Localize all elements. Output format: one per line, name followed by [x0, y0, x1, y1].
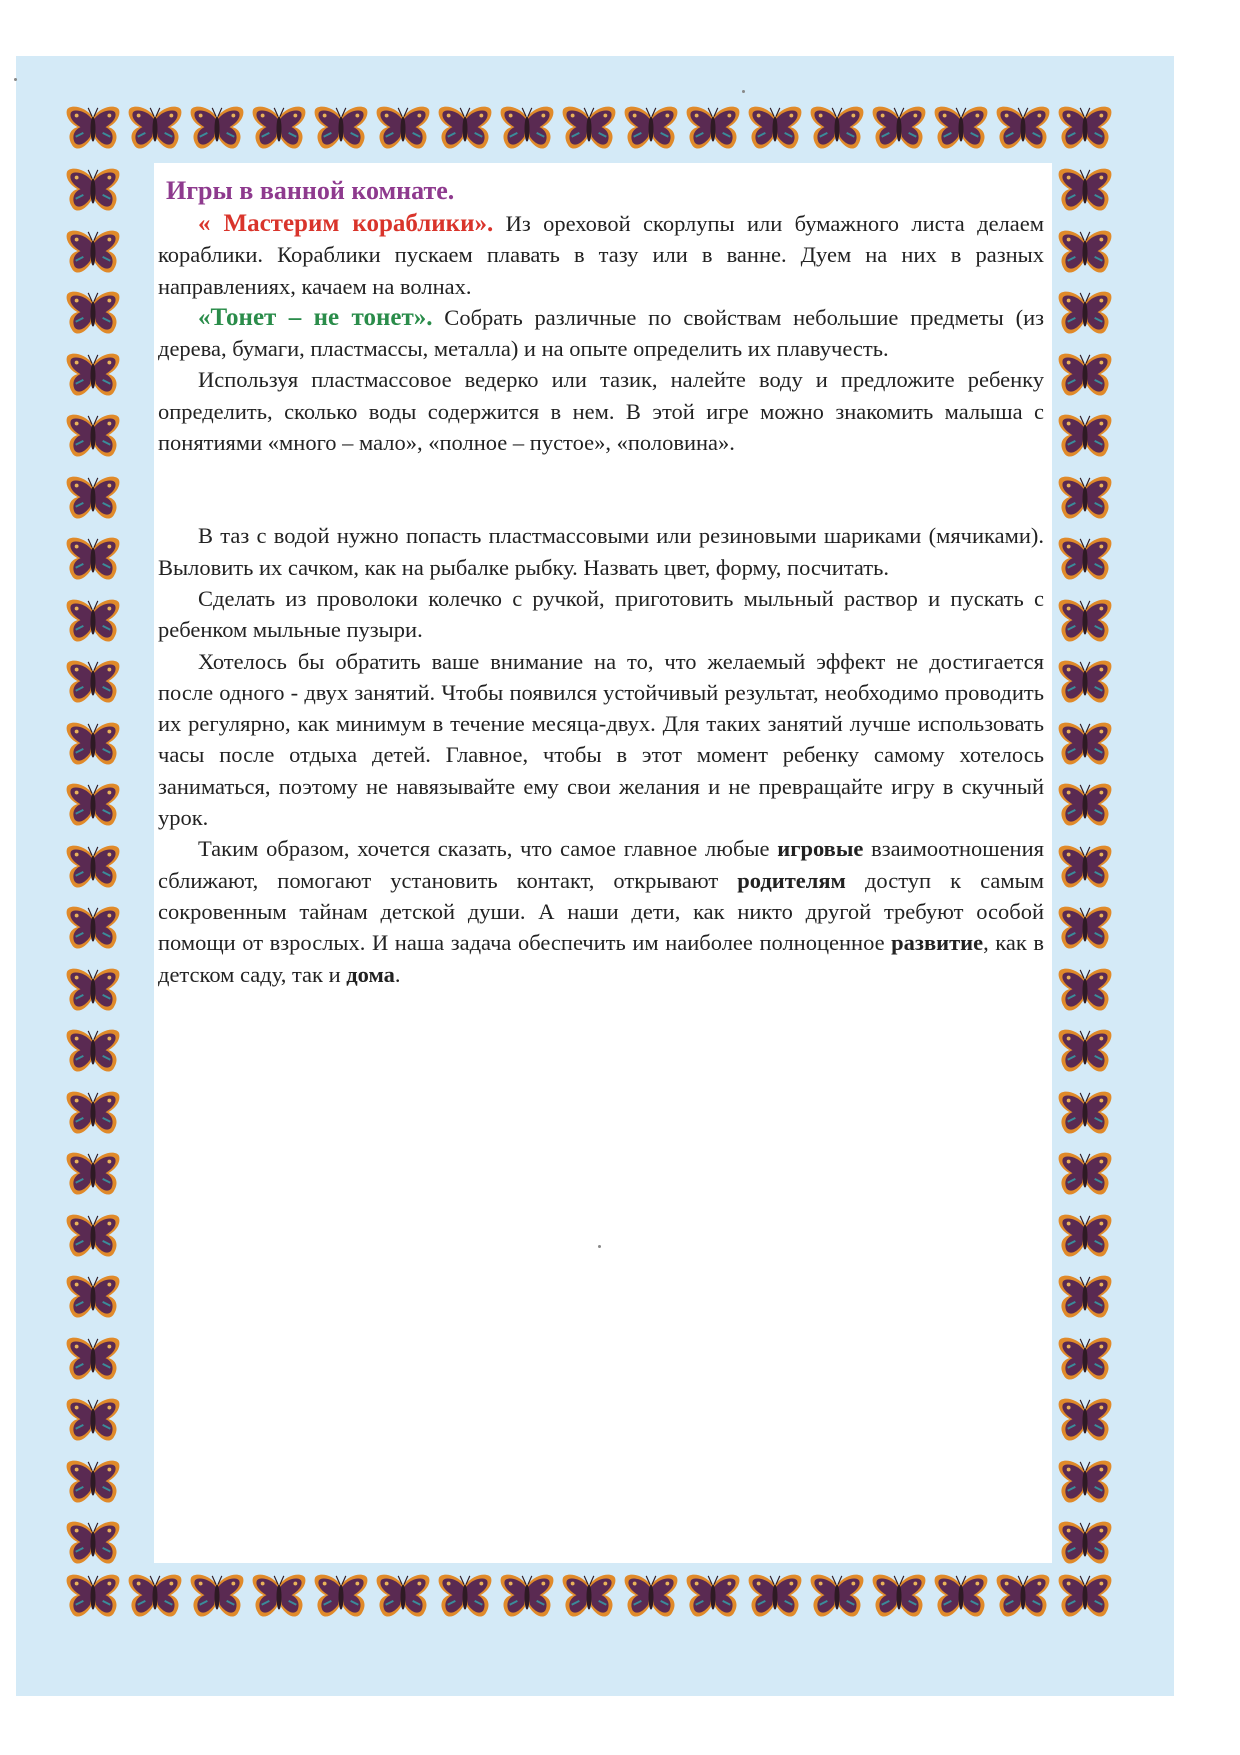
butterfly-icon — [126, 104, 184, 156]
butterfly-icon — [498, 1572, 556, 1624]
butterfly-icon — [64, 1273, 122, 1325]
butterfly-icon — [64, 1572, 122, 1624]
paragraph-sink — [158, 302, 1044, 365]
butterfly-icon — [1056, 412, 1114, 464]
conclusion-bold-3: развитие — [891, 930, 984, 956]
conclusion-text-4: , как в детском саду, так и — [158, 930, 1044, 987]
butterfly-icon — [560, 1572, 618, 1624]
butterfly-icon — [808, 104, 866, 156]
butterfly-icon — [64, 1027, 122, 1079]
butterfly-icon — [64, 658, 122, 710]
butterfly-icon — [1056, 1027, 1114, 1079]
butterfly-icon — [870, 104, 928, 156]
butterfly-icon — [1056, 535, 1114, 587]
butterfly-icon — [64, 597, 122, 649]
scan-speck — [14, 78, 17, 81]
conclusion-bold-4: дома — [346, 961, 395, 987]
butterfly-icon — [1056, 1212, 1114, 1264]
paragraph-sink-text: Собрать различные по свойствам небольшие предметы (из дерева, бумаги, пластмассы, металла) и на опыте определить их плавучесть. — [158, 304, 1044, 362]
scan-speck — [598, 1245, 601, 1248]
butterfly-icon — [808, 1572, 866, 1624]
butterfly-icon — [374, 1572, 432, 1624]
butterfly-icon — [64, 289, 122, 341]
butterfly-icon — [1056, 1458, 1114, 1510]
butterfly-icon — [64, 166, 122, 218]
butterfly-icon — [1056, 781, 1114, 833]
butterfly-icon — [1056, 104, 1114, 156]
butterfly-icon — [1056, 1396, 1114, 1448]
butterfly-icon — [64, 904, 122, 956]
paragraph-balls: В таз с водой нужно попасть пластмассовыми или резиновыми шариками (мячиками). Выловить их сачком, как на рыбалке рыбку. Назвать цвет, форму, посчитать. — [158, 523, 1044, 580]
butterfly-icon — [312, 104, 370, 156]
butterfly-icon — [188, 104, 246, 156]
butterfly-icon — [188, 1572, 246, 1624]
butterfly-icon — [1056, 228, 1114, 280]
page-title: Игры в ванной комнате. — [166, 176, 455, 205]
paragraph-conclusion — [158, 833, 1044, 989]
butterfly-icon — [64, 1458, 122, 1510]
heading-sink: «Тонет – не тонет». — [198, 303, 433, 331]
butterfly-icon — [1056, 1089, 1114, 1141]
butterfly-icon — [994, 104, 1052, 156]
butterfly-icon — [64, 474, 122, 526]
butterfly-icon — [746, 104, 804, 156]
paragraph-boats — [158, 208, 1044, 302]
document-body — [158, 174, 1044, 990]
butterfly-icon — [64, 535, 122, 587]
butterfly-icon — [1056, 966, 1114, 1018]
butterfly-icon — [1056, 1519, 1114, 1571]
scan-speck — [742, 90, 745, 93]
butterfly-icon — [1056, 1150, 1114, 1202]
butterfly-icon — [374, 104, 432, 156]
conclusion-text-2: взаимоотношения сближают, помогают установить контакт, открывают — [158, 836, 1044, 893]
butterfly-icon — [1056, 597, 1114, 649]
conclusion-text-3: доступ к самым сокровенным тайнам детской души. А наши дети, как никто другой требуют особой помощи от взрослых. И наша задача обеспечить им наиболее полноценное — [158, 867, 1044, 956]
butterfly-icon — [64, 966, 122, 1018]
butterfly-icon — [436, 1572, 494, 1624]
butterfly-icon — [1056, 658, 1114, 710]
paragraph-bucket: Используя пластмассовое ведерко или тазик, налейте воду и предложите ребенку определить, сколько воды содержится в нем. В этой игре можно знакомить малыша с понятиями «много – мало», «полное – пустое», «половина». — [158, 367, 1044, 456]
butterfly-icon — [684, 104, 742, 156]
paragraph-attention: Хотелось бы обратить ваше внимание на то, что желаемый эффект не достигается после одного - двух занятий. Чтобы появился устойчивый результат, необходимо проводить их регулярно, как минимум в течение месяца-двух. Для таких занятий лучше использовать часы после отдыха детей. Главное, чтобы в этот момент ребенку самому хотелось заниматься, поэтому не навязывайте ему свои желания и не превращайте игру в скучный урок. — [158, 648, 1044, 831]
butterfly-icon — [622, 104, 680, 156]
butterfly-icon — [64, 720, 122, 772]
butterfly-icon — [436, 104, 494, 156]
butterfly-icon — [1056, 1273, 1114, 1325]
heading-boats: « Мастерим кораблики». — [198, 210, 494, 237]
conclusion-bold-1: игровые — [777, 836, 864, 862]
butterfly-icon — [622, 1572, 680, 1624]
paragraph-bubbles: Сделать из проволоки колечко с ручкой, приготовить мыльный раствор и пускать с ребенком мыльные пузыри. — [158, 585, 1044, 643]
conclusion-bold-2: родителям — [737, 867, 846, 893]
butterfly-icon — [560, 104, 618, 156]
butterfly-icon — [64, 412, 122, 464]
butterfly-icon — [932, 1572, 990, 1624]
butterfly-icon — [64, 351, 122, 403]
butterfly-icon — [1056, 843, 1114, 895]
spacer — [158, 458, 1044, 520]
butterfly-icon — [1056, 351, 1114, 403]
butterfly-icon — [1056, 1572, 1114, 1624]
butterfly-icon — [64, 1396, 122, 1448]
butterfly-icon — [932, 104, 990, 156]
butterfly-icon — [64, 1212, 122, 1264]
conclusion-text-5: . — [394, 961, 401, 987]
butterfly-icon — [498, 104, 556, 156]
conclusion-text-1: Таким образом, хочется сказать, что самое главное любые — [198, 836, 778, 862]
butterfly-icon — [1056, 1335, 1114, 1387]
butterfly-icon — [250, 1572, 308, 1624]
butterfly-icon — [64, 1335, 122, 1387]
butterfly-icon — [64, 781, 122, 833]
butterfly-icon — [870, 1572, 928, 1624]
butterfly-icon — [64, 1519, 122, 1571]
butterfly-icon — [1056, 904, 1114, 956]
butterfly-icon — [64, 1150, 122, 1202]
butterfly-icon — [64, 843, 122, 895]
butterfly-icon — [250, 104, 308, 156]
butterfly-icon — [64, 228, 122, 280]
paragraph-boats-text: Из ореховой скорлупы или бумажного листа делаем кораблики. Кораблики пускаем плавать в тазу или в ванне. Дуем на них в разных направлениях, качаем на волнах. — [158, 211, 1044, 299]
butterfly-icon — [312, 1572, 370, 1624]
butterfly-icon — [1056, 720, 1114, 772]
butterfly-icon — [1056, 166, 1114, 218]
butterfly-icon — [1056, 289, 1114, 341]
butterfly-icon — [1056, 474, 1114, 526]
butterfly-icon — [126, 1572, 184, 1624]
butterfly-icon — [64, 1089, 122, 1141]
butterfly-icon — [64, 104, 122, 156]
butterfly-icon — [684, 1572, 742, 1624]
butterfly-icon — [994, 1572, 1052, 1624]
butterfly-icon — [746, 1572, 804, 1624]
